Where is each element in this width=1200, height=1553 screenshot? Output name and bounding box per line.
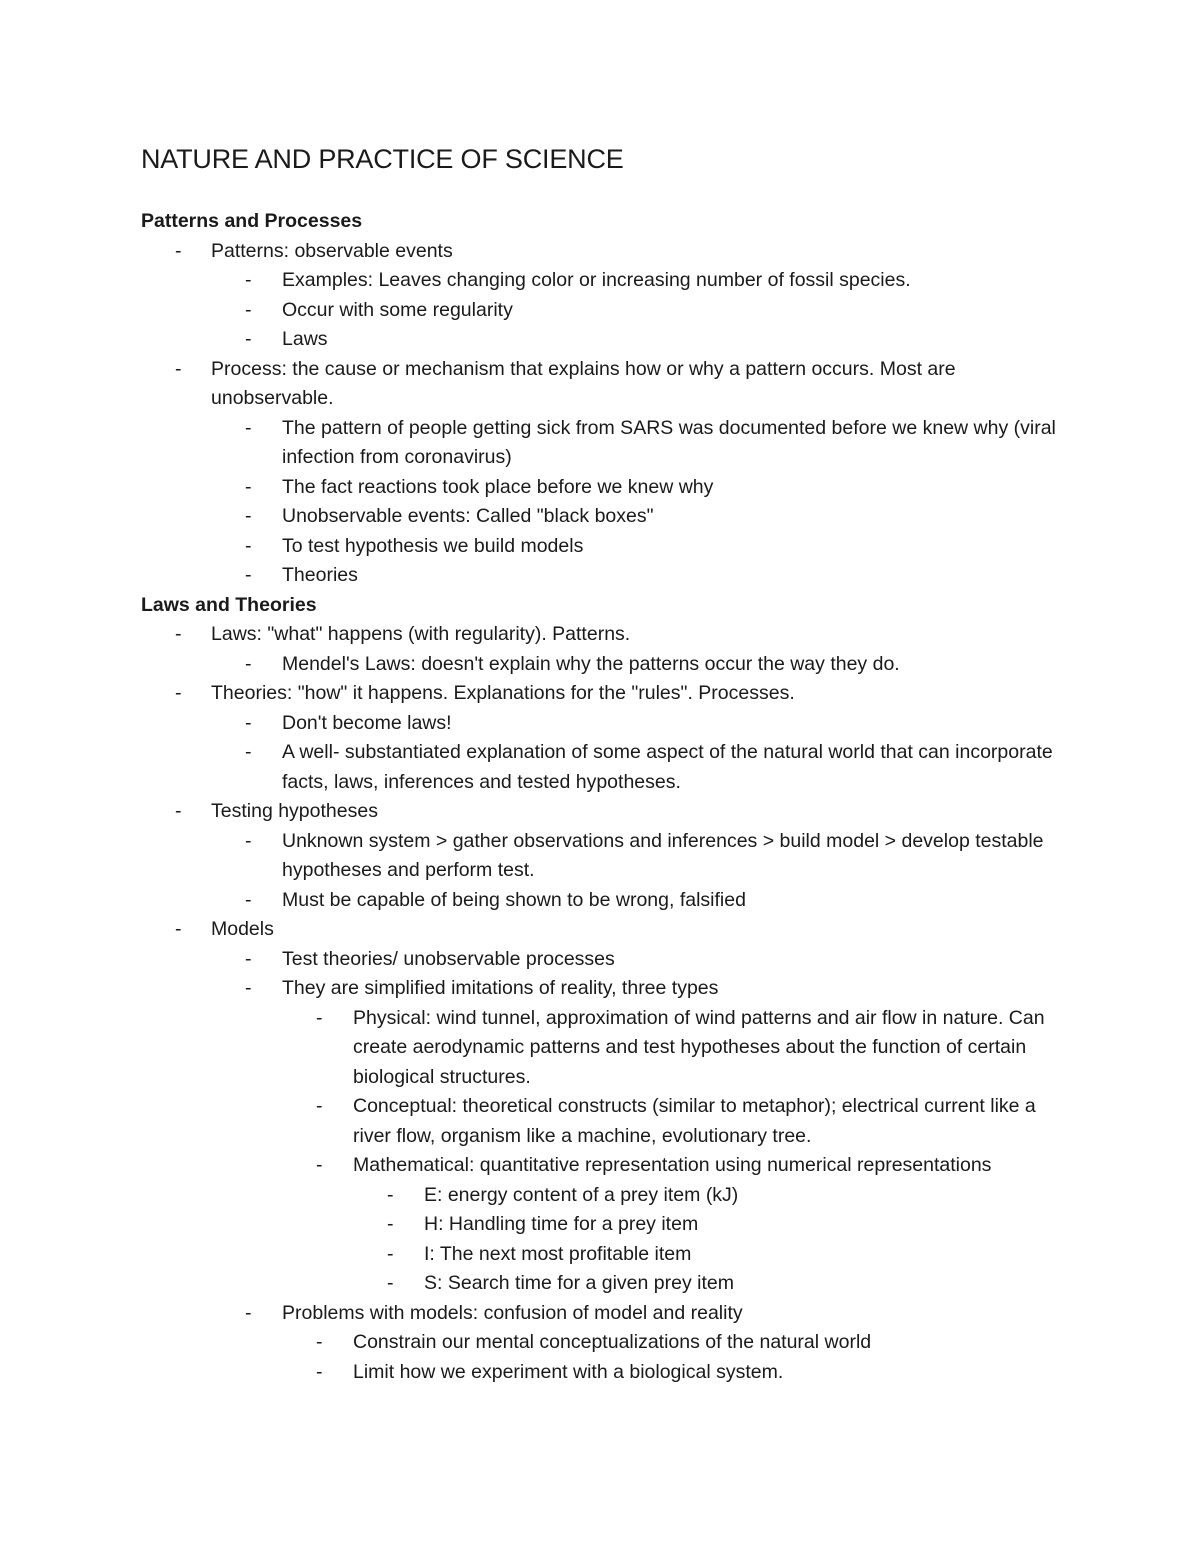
- list-item-text: To test hypothesis we build models: [282, 534, 584, 557]
- bullet-dash: -: [387, 1213, 394, 1235]
- list-item-text: Constrain our mental conceptualizations of the natural world: [353, 1331, 872, 1353]
- bullet-dash: -: [245, 888, 252, 911]
- bullet-dash: -: [316, 1360, 323, 1383]
- list-item: [0, 266, 1200, 296]
- list-item: [0, 1181, 1200, 1211]
- bullet-dash: -: [316, 1006, 323, 1029]
- list-item-text: Examples: Leaves changing color or increasing number of fossil species.: [282, 269, 911, 291]
- list-item-text: I: The next most profitable item: [424, 1242, 692, 1265]
- list-item-text: Models: [211, 918, 274, 940]
- bullet-dash: -: [316, 1154, 323, 1176]
- list-item: [0, 1358, 1200, 1388]
- page-title: NATURE AND PRACTICE OF SCIENCE: [141, 144, 624, 174]
- bullet-dash: -: [387, 1183, 394, 1206]
- list-item: [0, 473, 1200, 503]
- list-item-text: Occur with some regularity: [282, 298, 513, 321]
- list-item: [0, 1092, 1200, 1151]
- section-heading: Laws and Theories: [141, 593, 317, 616]
- bullet-dash: -: [245, 741, 252, 763]
- list-item: [0, 532, 1200, 562]
- list-item-text: Patterns: observable events: [211, 239, 453, 262]
- list-item: [0, 620, 1200, 650]
- bullet-dash: -: [245, 416, 252, 439]
- list-item: [0, 1004, 1200, 1093]
- list-item-text: Mathematical: quantitative representation using numerical representations: [353, 1154, 992, 1176]
- list-item: [0, 886, 1200, 916]
- list-item-text: Unknown system > gather observations and inferences > build model > develop testable hypotheses and perform test.: [282, 829, 1044, 881]
- list-item: [0, 561, 1200, 591]
- bullet-dash: -: [245, 269, 252, 291]
- list-item-text: The fact reactions took place before we knew why: [282, 475, 714, 498]
- bullet-dash: -: [175, 623, 182, 645]
- list-item-text: They are simplified imitations of reality, three types: [282, 977, 719, 999]
- list-item: [0, 974, 1200, 1004]
- list-item-text: Process: the cause or mechanism that explains how or why a pattern occurs. Most are unobservable.: [211, 357, 956, 409]
- list-item: [0, 709, 1200, 739]
- list-item-text: The pattern of people getting sick from SARS was documented before we knew why (viral infection from coronavirus): [282, 416, 1056, 468]
- bullet-dash: -: [175, 800, 182, 822]
- list-item-text: Test theories/ unobservable processes: [282, 947, 615, 970]
- list-item-text: Limit how we experiment with a biological system.: [353, 1360, 784, 1383]
- list-item-text: Unobservable events: Called "black boxes": [282, 505, 654, 527]
- list-item: [0, 1151, 1200, 1181]
- bullet-dash: -: [245, 652, 252, 675]
- section-heading: Patterns and Processes: [141, 210, 363, 232]
- list-item: [0, 797, 1200, 827]
- list-item-text: Must be capable of being shown to be wrong, falsified: [282, 888, 746, 911]
- bullet-dash: -: [245, 711, 252, 734]
- list-item-text: Mendel's Laws: doesn't explain why the patterns occur the way they do.: [282, 652, 900, 675]
- list-item: [0, 237, 1200, 267]
- list-item: [0, 296, 1200, 326]
- bullet-dash: -: [387, 1242, 394, 1265]
- list-item-text: Testing hypotheses: [211, 800, 378, 822]
- bullet-dash: -: [245, 475, 252, 498]
- list-item: [0, 355, 1200, 414]
- list-item-text: Conceptual: theoretical constructs (similar to metaphor); electrical current like a river flow, organism like a machine, evolutionary tree.: [353, 1095, 1036, 1147]
- list-item-text: Physical: wind tunnel, approximation of wind patterns and air flow in nature. Can create aerodynamic patterns and test hypotheses about the function of certain biological structures.: [353, 1006, 1045, 1088]
- list-item: [0, 502, 1200, 532]
- list-item: [0, 1299, 1200, 1329]
- list-item-text: A well- substantiated explanation of some aspect of the natural world that can incorporate facts, laws, inferences and tested hypotheses.: [282, 741, 1053, 793]
- bullet-dash: -: [245, 564, 252, 586]
- list-item: [0, 1210, 1200, 1240]
- list-item-text: Laws: "what" happens (with regularity). Patterns.: [211, 623, 631, 645]
- bullet-dash: -: [245, 829, 252, 852]
- list-item: [0, 325, 1200, 355]
- bullet-dash: -: [245, 505, 252, 527]
- list-item: [0, 945, 1200, 975]
- list-item: [0, 915, 1200, 945]
- list-item-text: E: energy content of a prey item (kJ): [424, 1183, 739, 1206]
- list-item-text: Problems with models: confusion of model and reality: [282, 1301, 743, 1324]
- list-item: [0, 1240, 1200, 1270]
- bullet-dash: -: [387, 1272, 394, 1294]
- bullet-dash: -: [175, 918, 182, 940]
- document-body: [0, 207, 1200, 1387]
- list-item-text: Theories: "how" it happens. Explanations for the "rules". Processes.: [211, 682, 795, 704]
- list-item: [0, 650, 1200, 680]
- list-item: [0, 1269, 1200, 1299]
- list-item: [0, 414, 1200, 473]
- bullet-dash: -: [245, 298, 252, 321]
- bullet-dash: -: [316, 1095, 323, 1117]
- bullet-dash: -: [175, 239, 182, 262]
- list-item: [0, 738, 1200, 797]
- bullet-dash: -: [175, 357, 182, 380]
- list-item: [0, 827, 1200, 886]
- bullet-dash: -: [245, 947, 252, 970]
- bullet-dash: -: [245, 977, 252, 999]
- list-item: [0, 679, 1200, 709]
- list-item-text: Theories: [282, 564, 358, 586]
- bullet-dash: -: [245, 328, 252, 350]
- list-item-text: H: Handling time for a prey item: [424, 1213, 699, 1235]
- bullet-dash: -: [175, 682, 182, 704]
- list-item-text: Don't become laws!: [282, 711, 452, 734]
- bullet-dash: -: [245, 534, 252, 557]
- list-item-text: Laws: [282, 328, 328, 350]
- bullet-dash: -: [245, 1301, 252, 1324]
- bullet-dash: -: [316, 1331, 323, 1353]
- list-item-text: S: Search time for a given prey item: [424, 1272, 734, 1294]
- list-item: [0, 1328, 1200, 1358]
